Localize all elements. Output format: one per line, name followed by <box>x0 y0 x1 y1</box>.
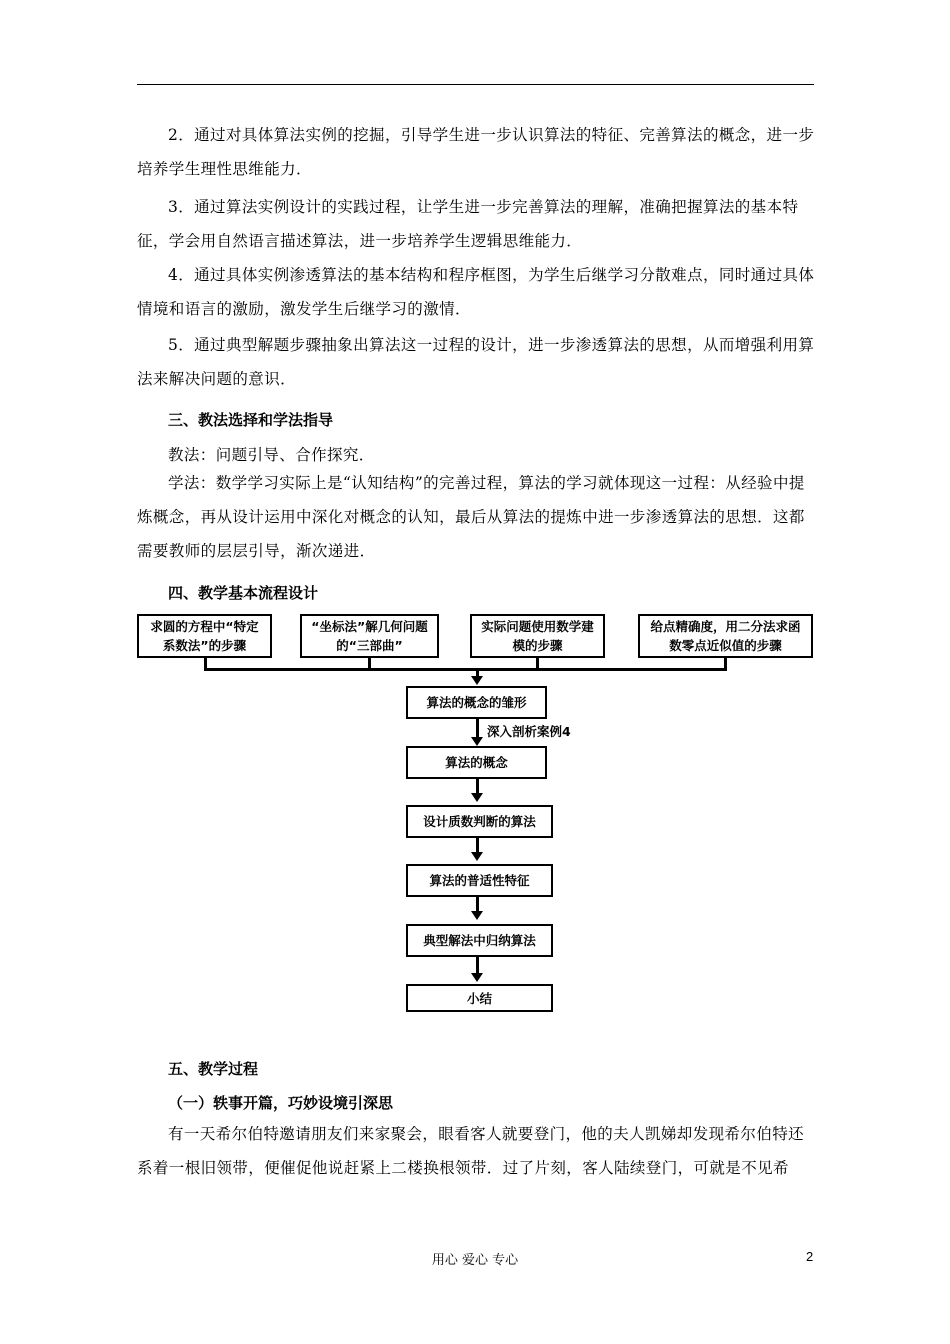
arrow-down-icon <box>471 793 483 802</box>
flow-top-box-4: 给点精确度，用二分法求函数零点近似值的步骤 <box>638 614 813 658</box>
footer-motto: 用心 爱心 专心 <box>431 1253 519 1268</box>
flow-step-3: 设计质数判断的算法 <box>406 805 553 838</box>
paragraph-4: 4．通过具体实例渗透算法的基本结构和程序框图，为学生后继学习分散难点，同时通过具体情境和语言的激励，激发学生后继学习的激情． <box>137 266 815 318</box>
learning-method: 学法：数学学习实际上是“认知结构”的完善过程，算法的学习就体现这一过程：从经验中提炼概念，再从设计运用中深化对概念的认知，最后从算法的提炼中进一步渗透算法的思想．这都需要教师的层层引导，渐次递进． <box>137 474 805 560</box>
flow-step-6: 小结 <box>406 984 553 1012</box>
arrow-down-icon <box>471 737 483 746</box>
flow-top-box-1: 求圆的方程中“特定系数法”的步骤 <box>137 614 272 658</box>
flow-step-1: 算法的概念的雏形 <box>406 686 547 719</box>
paragraph-5: 5．通过典型解题步骤抽象出算法这一过程的设计，进一步渗透算法的思想，从而增强利用算法来解决问题的意识． <box>137 336 815 388</box>
section-4-heading: 四、教学基本流程设计 <box>168 584 319 602</box>
section-3-heading: 三、教法选择和学法指导 <box>168 411 334 429</box>
paragraph-2: 2．通过对具体算法实例的挖掘，引导学生进一步认识算法的特征、完善算法的概念，进一步培养学生理性思维能力． <box>137 126 815 178</box>
arrow-down-icon <box>471 911 483 920</box>
merge-line <box>204 668 727 671</box>
flow-top-box-2: “坐标法”解几何问题的“三部曲” <box>300 614 439 658</box>
teaching-method: 教法：问题引导、合作探究． <box>168 446 375 464</box>
header-rule <box>137 84 814 85</box>
arrow-down-icon <box>471 973 483 982</box>
arrow-label: 深入剖析案例4 <box>487 724 571 739</box>
story-paragraph: 有一天希尔伯特邀请朋友们来家聚会，眼看客人就要登门，他的夫人凯娣却发现希尔伯特还系着一根旧领带，便催促他说赶紧上二楼换根领带．过了片刻，客人陆续登门，可就是不见希 <box>137 1125 805 1177</box>
arrow-down-icon <box>471 676 483 685</box>
section-5-subheading: （一）轶事开篇，巧妙设境引深思 <box>168 1094 394 1112</box>
flow-step-2: 算法的概念 <box>406 746 547 779</box>
paragraph-3: 3．通过算法实例设计的实践过程，让学生进一步完善算法的理解，准确把握算法的基本特征，学会用自然语言描述算法，进一步培养学生逻辑思维能力． <box>137 198 799 250</box>
section-5-heading: 五、教学过程 <box>168 1060 259 1078</box>
flow-step-5: 典型解法中归纳算法 <box>406 924 553 957</box>
arrow-down-icon <box>471 852 483 861</box>
page-number: 2 <box>806 1249 814 1264</box>
flow-top-box-3: 实际问题使用数学建模的步骤 <box>470 614 605 658</box>
flow-step-4: 算法的普适性特征 <box>406 864 553 897</box>
connector-line <box>476 719 479 739</box>
